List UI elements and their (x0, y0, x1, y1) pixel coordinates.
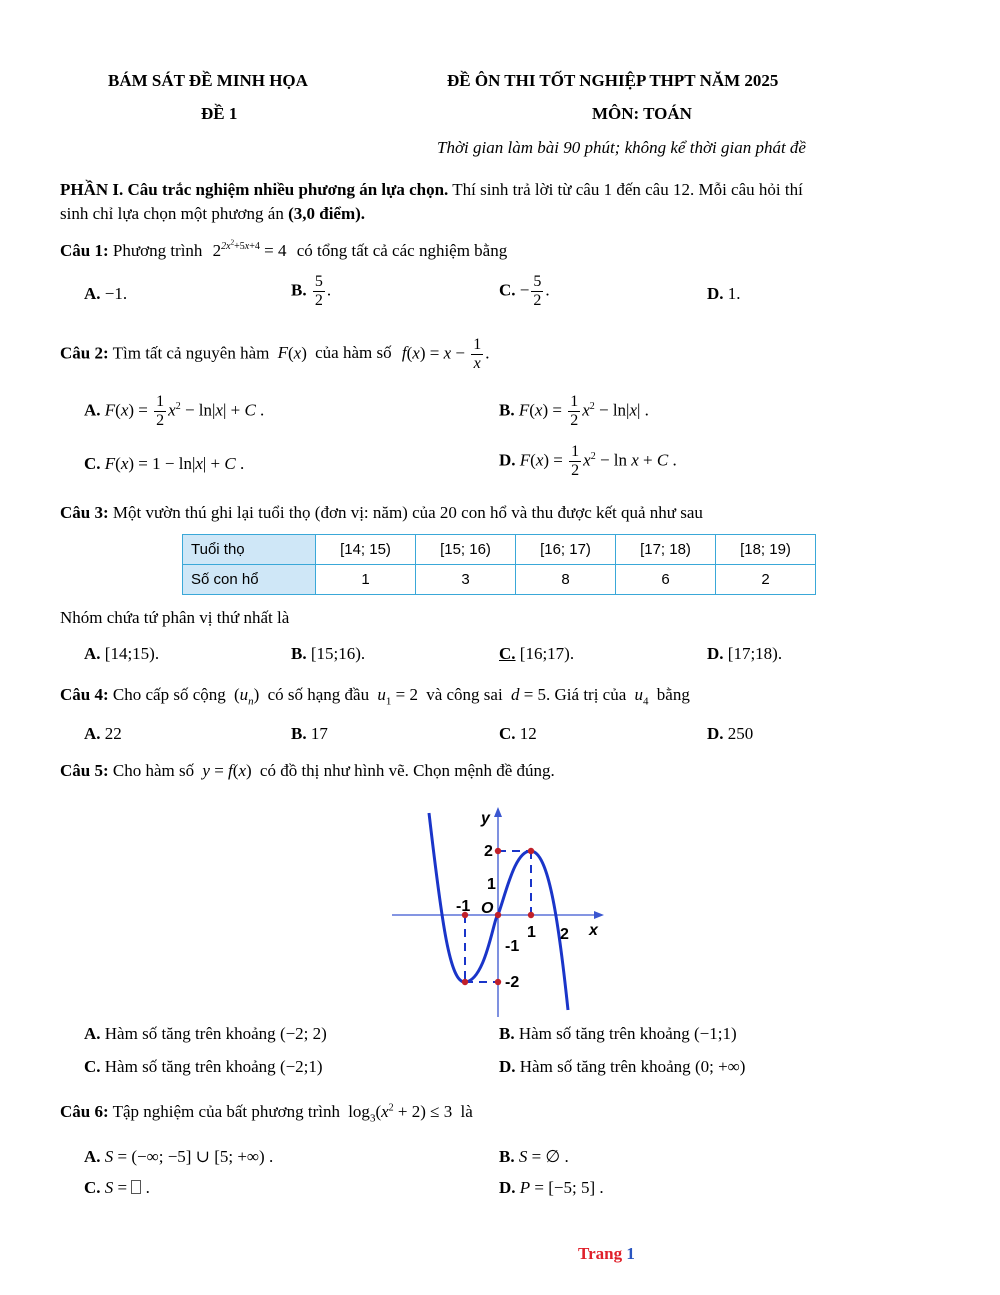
q3-stem (60, 503, 703, 523)
q1-option-d: D. 1. (707, 284, 741, 303)
y-axis-label: y (481, 810, 490, 827)
q1-text-a: Phương trình (112, 240, 203, 260)
x-axis-label: x (589, 922, 598, 939)
footer-page-number: 1 (626, 1244, 635, 1263)
table-cell: 8 (516, 565, 616, 595)
table-cell: [14; 15) (316, 535, 416, 565)
table-cell: [15; 16) (416, 535, 516, 565)
q4-option-d: D. 250 (707, 724, 754, 743)
q6-option-d: D. P = [−5; 5] . (499, 1178, 604, 1197)
q3-option-a: A. [14;15). (84, 644, 160, 663)
header-left-line2: ĐỀ 1 (201, 104, 238, 123)
q4-stem: Câu 4: Cho cấp số cộng $(u_n)$ có số hạng đầu $u_1 = 2$ và công sai d = 5. Giá trị của $u_4$ bằng (60, 685, 690, 708)
q1-equation: $2^{2x^2+5x+4} = 4$ (212, 239, 287, 260)
q2-label: Câu 2: (60, 343, 109, 363)
q5-label: Câu 5: (60, 761, 109, 780)
q3-question: Nhóm chứa tứ phân vị thứ nhất là (60, 608, 290, 627)
tick-x-minus1: -1 (456, 898, 471, 915)
q3-option-d: D. [17;18). (707, 644, 783, 663)
table-header-lifespan: Tuổi thọ (183, 535, 316, 565)
tick-x-1: 1 (527, 924, 536, 941)
q6-stem: Câu 6: Tập nghiệm của bất phương trình $\log_3(x^2 + 2) \le 3$ là (60, 1102, 473, 1125)
q6-option-b: B. S = ∅ . (499, 1147, 569, 1166)
q2-option-d: D. F(x) = $\frac{1}{2}$ $x^2 - \ln x + C$ . (499, 443, 677, 479)
part1-points: (3,0 điểm). (288, 204, 366, 223)
q6-option-a: A. S = (−∞; −5] ∪ [5; +∞) . (84, 1147, 274, 1166)
part1-line1 (60, 180, 803, 200)
cubic-graph (390, 805, 610, 1020)
table-cell: 3 (416, 565, 516, 595)
q4-option-b: B. 17 (291, 724, 328, 743)
q5-option-b: B. Hàm số tăng trên khoảng (−1;1) (499, 1024, 737, 1043)
q5-option-a: A. Hàm số tăng trên khoảng (−2; 2) (84, 1024, 327, 1043)
table-cell: 2 (716, 565, 816, 595)
table-cell: [18; 19) (716, 535, 816, 565)
tick-y-1: 1 (487, 876, 496, 893)
tick-x-2: 2 (560, 926, 569, 943)
q1-stem (60, 239, 507, 261)
y-axis-arrow-icon (494, 807, 502, 817)
q3-label: Câu 3: (60, 503, 109, 522)
placeholder-box-icon (131, 1180, 141, 1194)
origin-label: O (481, 900, 494, 917)
q4-label: Câu 4: (60, 685, 109, 704)
q5-option-c: C. Hàm số tăng trên khoảng (−2;1) (84, 1057, 323, 1076)
q4-option-c: C. 12 (499, 724, 537, 743)
q6-label: Câu 6: (60, 1102, 109, 1121)
q5-option-d: D. Hàm số tăng trên khoảng (0; +∞) (499, 1057, 746, 1076)
q1-option-b: B. $\frac{5}{2}$ . (291, 273, 332, 309)
table-row (183, 565, 816, 595)
q3-option-c: C. [16;17). (499, 644, 575, 663)
q2-function: f (401, 343, 407, 363)
q6-option-c: C. S = . (84, 1178, 150, 1197)
q1-option-c: C. − $\frac{5}{2}$ . (499, 273, 550, 309)
q1-option-a: A. −1. (84, 284, 128, 303)
tick-y-minus2: -2 (505, 974, 520, 991)
q3-option-b: B. [15;16). (291, 644, 366, 663)
table-row (183, 535, 816, 565)
lifespan-table (182, 534, 816, 595)
table-cell: [17; 18) (616, 535, 716, 565)
q1-label: Câu 1: (60, 240, 109, 260)
q2-text-a: Tìm tất cả nguyên hàm (112, 343, 270, 363)
x-axis-arrow-icon (594, 911, 604, 919)
q2-text-b: của hàm số (315, 343, 392, 363)
q3-text: Một vườn thú ghi lại tuổi thọ (đơn vị: năm) của 20 con hổ và thu được kết quả như sau (112, 503, 703, 522)
q5-stem: Câu 5: Cho hàm số y = f(x) có đồ thị như hình vẽ. Chọn mệnh đề đúng. (60, 761, 555, 780)
q1-text-b: có tổng tất cả các nghiệm bằng (296, 240, 508, 260)
tick-y-2: 2 (484, 843, 493, 860)
header-left-line1: BÁM SÁT ĐỀ MINH HỌA (108, 71, 308, 90)
part1-desc: Thí sinh trả lời từ câu 1 đến câu 12. Mỗi câu hỏi thí (448, 180, 803, 199)
table-cell: [16; 17) (516, 535, 616, 565)
q2-option-c: C. F(x) = 1 − ln|x| + C . (84, 454, 245, 473)
page-footer (578, 1244, 635, 1264)
table-cell: 6 (616, 565, 716, 595)
tick-y-minus1: -1 (505, 938, 520, 955)
header-right-line2: MÔN: TOÁN (592, 104, 692, 123)
part1-line2 (60, 204, 365, 224)
part1-title: PHẦN I. Câu trắc nghiệm nhiều phương án lựa chọn. (60, 180, 449, 199)
footer-word: Trang (578, 1244, 623, 1263)
q2-F: F (277, 343, 288, 363)
q2-option-b: B. F(x) = $\frac{1}{2}$ $x^2 - \ln|x|$ . (499, 393, 649, 429)
part1-desc2: sinh chỉ lựa chọn một phương án (60, 204, 289, 223)
header-right-line1: ĐỀ ÔN THI TỐT NGHIỆP THPT NĂM 2025 (447, 71, 779, 90)
q2-option-a: A. F(x) = $\frac{1}{2}$ $x^2 - \ln|x| + C$ . (84, 393, 265, 429)
q2-stem: Câu 2: Tìm tất cả nguyên hàm F(x) của hàm số f(x) = x − $\frac{1}{x}$ . (60, 336, 490, 372)
table-header-count: Số con hổ (183, 565, 316, 595)
q4-option-a: A. 22 (84, 724, 122, 743)
table-cell: 1 (316, 565, 416, 595)
time-note: Thời gian làm bài 90 phút; không kể thời gian phát đề (437, 138, 806, 157)
